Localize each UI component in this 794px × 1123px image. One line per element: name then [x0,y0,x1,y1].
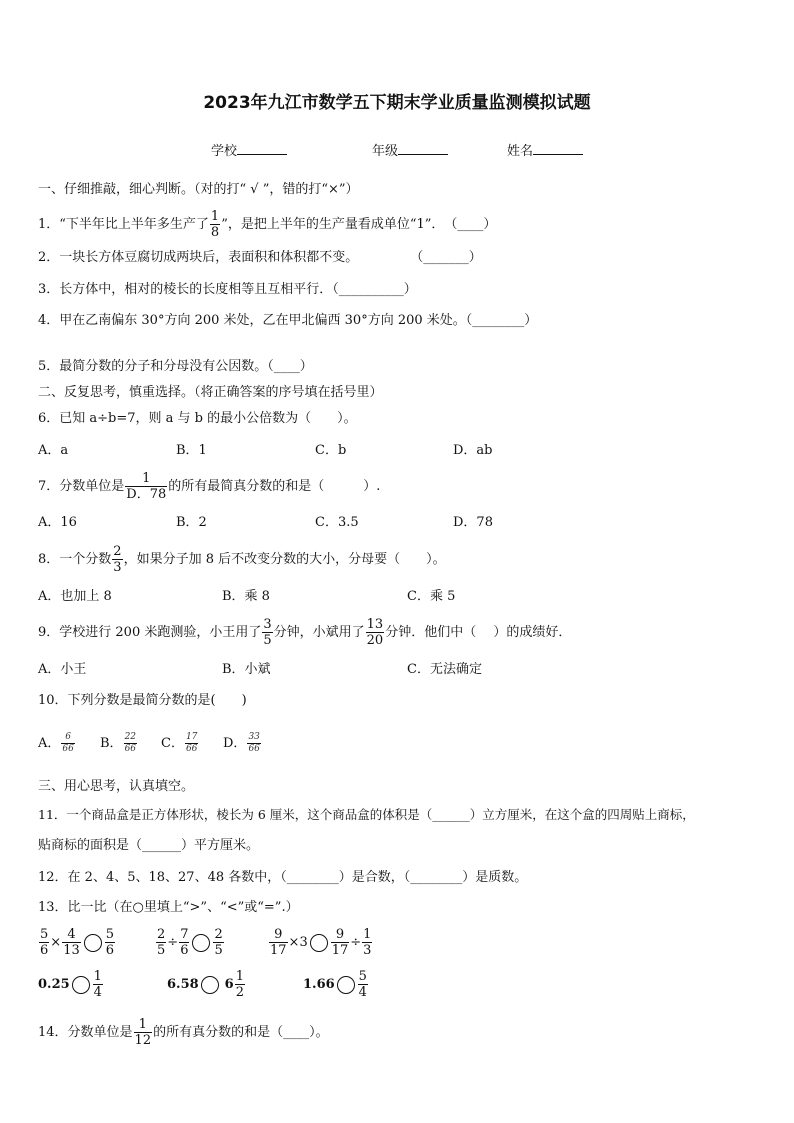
q10-option-c[interactable]: C． $\frac{17}{66}$ [161,732,198,754]
q6-option-a[interactable]: A．a [38,443,69,458]
fraction: $\frac{3}{5}$ [263,617,272,648]
compare-circle[interactable] [72,976,90,994]
question-13: 13．比一比（在○里填上“>”、“<”或“=”.） [38,900,299,915]
compare-2a: 0.25 $\frac{1}{4}$ [38,969,102,1000]
fraction: $\frac{2}{3}$ [113,544,122,575]
q10-option-b[interactable]: B． $\frac{22}{66}$ [100,732,137,754]
question-6: 6．已知 a÷b=7，则 a 与 b 的最小公倍数为（ ）。 [38,411,357,426]
section-1-heading: 一、仔细推敲，细心判断。（对的打“ √ ”，错的打“×”） [38,182,359,197]
school-field: 学校 [211,140,287,159]
compare-circle[interactable] [310,934,328,952]
question-4: 4．甲在乙南偏东 30°方向 200 米处，乙在甲北偏西 30°方向 200 米处。（________） [38,313,538,328]
school-blank[interactable] [237,142,287,155]
question-10: 10．下列分数是最简分数的是( ) [38,693,247,708]
fraction: $\frac{22}{66}$ [124,732,137,754]
page-title: 2023年九江市数学五下期末学业质量监测模拟试题 [203,93,591,113]
question-8: 8．一个分数 $\frac{2}{3}$ ，如果分子加 8 后不改变分数的大小，分母要（ ）。 [38,544,446,575]
q7-option-b[interactable]: B．2 [176,515,207,530]
q8-option-a[interactable]: A．也加上 8 [38,589,112,604]
q7-option-a[interactable]: A．16 [38,515,77,530]
question-12: 12．在 2、4、5、18、27、48 各数中，（________）是合数，（________）是质数。 [38,870,528,885]
q6-option-b[interactable]: B．1 [176,443,207,458]
compare-circle[interactable] [84,934,102,952]
question-9: 9．学校进行 200 米跑测验，小王用了 $\frac{3}{5}$ 分钟，小斌用了 $\frac{13}{20}$ 分钟．他们中（ ）的成绩好． [38,617,572,648]
question-14: 14．分数单位是 $\frac{1}{12}$ 的所有真分数的和是（____）。 [38,1017,329,1048]
compare-1a: $\frac{5}{6}$ × $\frac{4}{13}$ $\frac{5}{6}$ [40,927,115,958]
q9-option-a[interactable]: A．小王 [38,662,87,677]
q8-option-b[interactable]: B．乘 8 [222,589,270,604]
q9-option-b[interactable]: B．小斌 [222,662,271,677]
question-3: 3．长方体中，相对的棱长的长度相等且互相平行．（__________） [38,282,417,297]
question-1: 1．“下半年比上半年多生产了 $\frac{1}{8}$ ”，是把上半年的生产量看成单位“1”． （____） [38,209,497,240]
question-11-line-1: 11．一个商品盒是正方体形状，棱长为 6 厘米，这个商品盒的体积是（______）立方厘米，在这个盒的四周贴上商标， [38,807,695,822]
question-7: 7．分数单位是 $\frac{1}{D.78}$ 的所有最简真分数的和是（ ）. [38,471,381,502]
section-3-heading: 三、用心思考，认真填空。 [38,779,195,794]
grade-blank[interactable] [398,142,448,155]
compare-2b: 6.58 6 $\frac{1}{2}$ [167,969,244,1000]
section-2-heading: 二、反复思考，慎重选择。（将正确答案的序号填在括号里） [38,385,383,400]
name-field: 姓名 [507,140,583,159]
compare-circle[interactable] [192,934,210,952]
fraction: $\frac{1}{12}$ [134,1017,152,1048]
q6-option-d[interactable]: D．ab [453,443,493,458]
compare-1b: $\frac{2}{5}$ ÷ $\frac{7}{6}$ $\frac{2}{5}$ [157,927,223,958]
compare-circle[interactable] [201,976,219,994]
compare-1c: $\frac{9}{17}$ ×3 $\frac{9}{17}$ ÷ $\frac{1}{3}$ [270,927,372,958]
compare-2c: 1.66 $\frac{5}{4}$ [303,969,367,1000]
fraction: $\frac{13}{20}$ [366,617,384,648]
compare-circle[interactable] [337,976,355,994]
fraction: $\frac{33}{66}$ [248,732,260,754]
fraction: $\frac{6}{66}$ [62,732,74,754]
fraction: $\frac{1}{8}$ [210,209,220,240]
q7-option-c[interactable]: C．3.5 [315,515,359,530]
name-blank[interactable] [533,142,583,155]
question-11-line-2: 贴商标的面积是（______）平方厘米。 [38,838,260,853]
question-2: 2．一块长方体豆腐切成两块后，表面积和体积都不变。 （_______） [38,250,482,265]
fraction: $\frac{1}{D.78}$ [126,471,167,502]
question-5: 5．最简分数的分子和分母没有公因数。（____） [38,359,313,374]
grade-field: 年级 [372,140,448,159]
fraction: $\frac{17}{66}$ [185,732,198,754]
q8-option-c[interactable]: C．乘 5 [407,589,456,604]
q6-option-c[interactable]: C．b [315,443,347,458]
q9-option-c[interactable]: C．无法确定 [407,662,482,677]
q7-option-d[interactable]: D．78 [453,515,493,530]
q10-option-d[interactable]: D． $\frac{33}{66}$ [223,732,260,754]
q10-option-a[interactable]: A． $\frac{6}{66}$ [38,732,74,754]
